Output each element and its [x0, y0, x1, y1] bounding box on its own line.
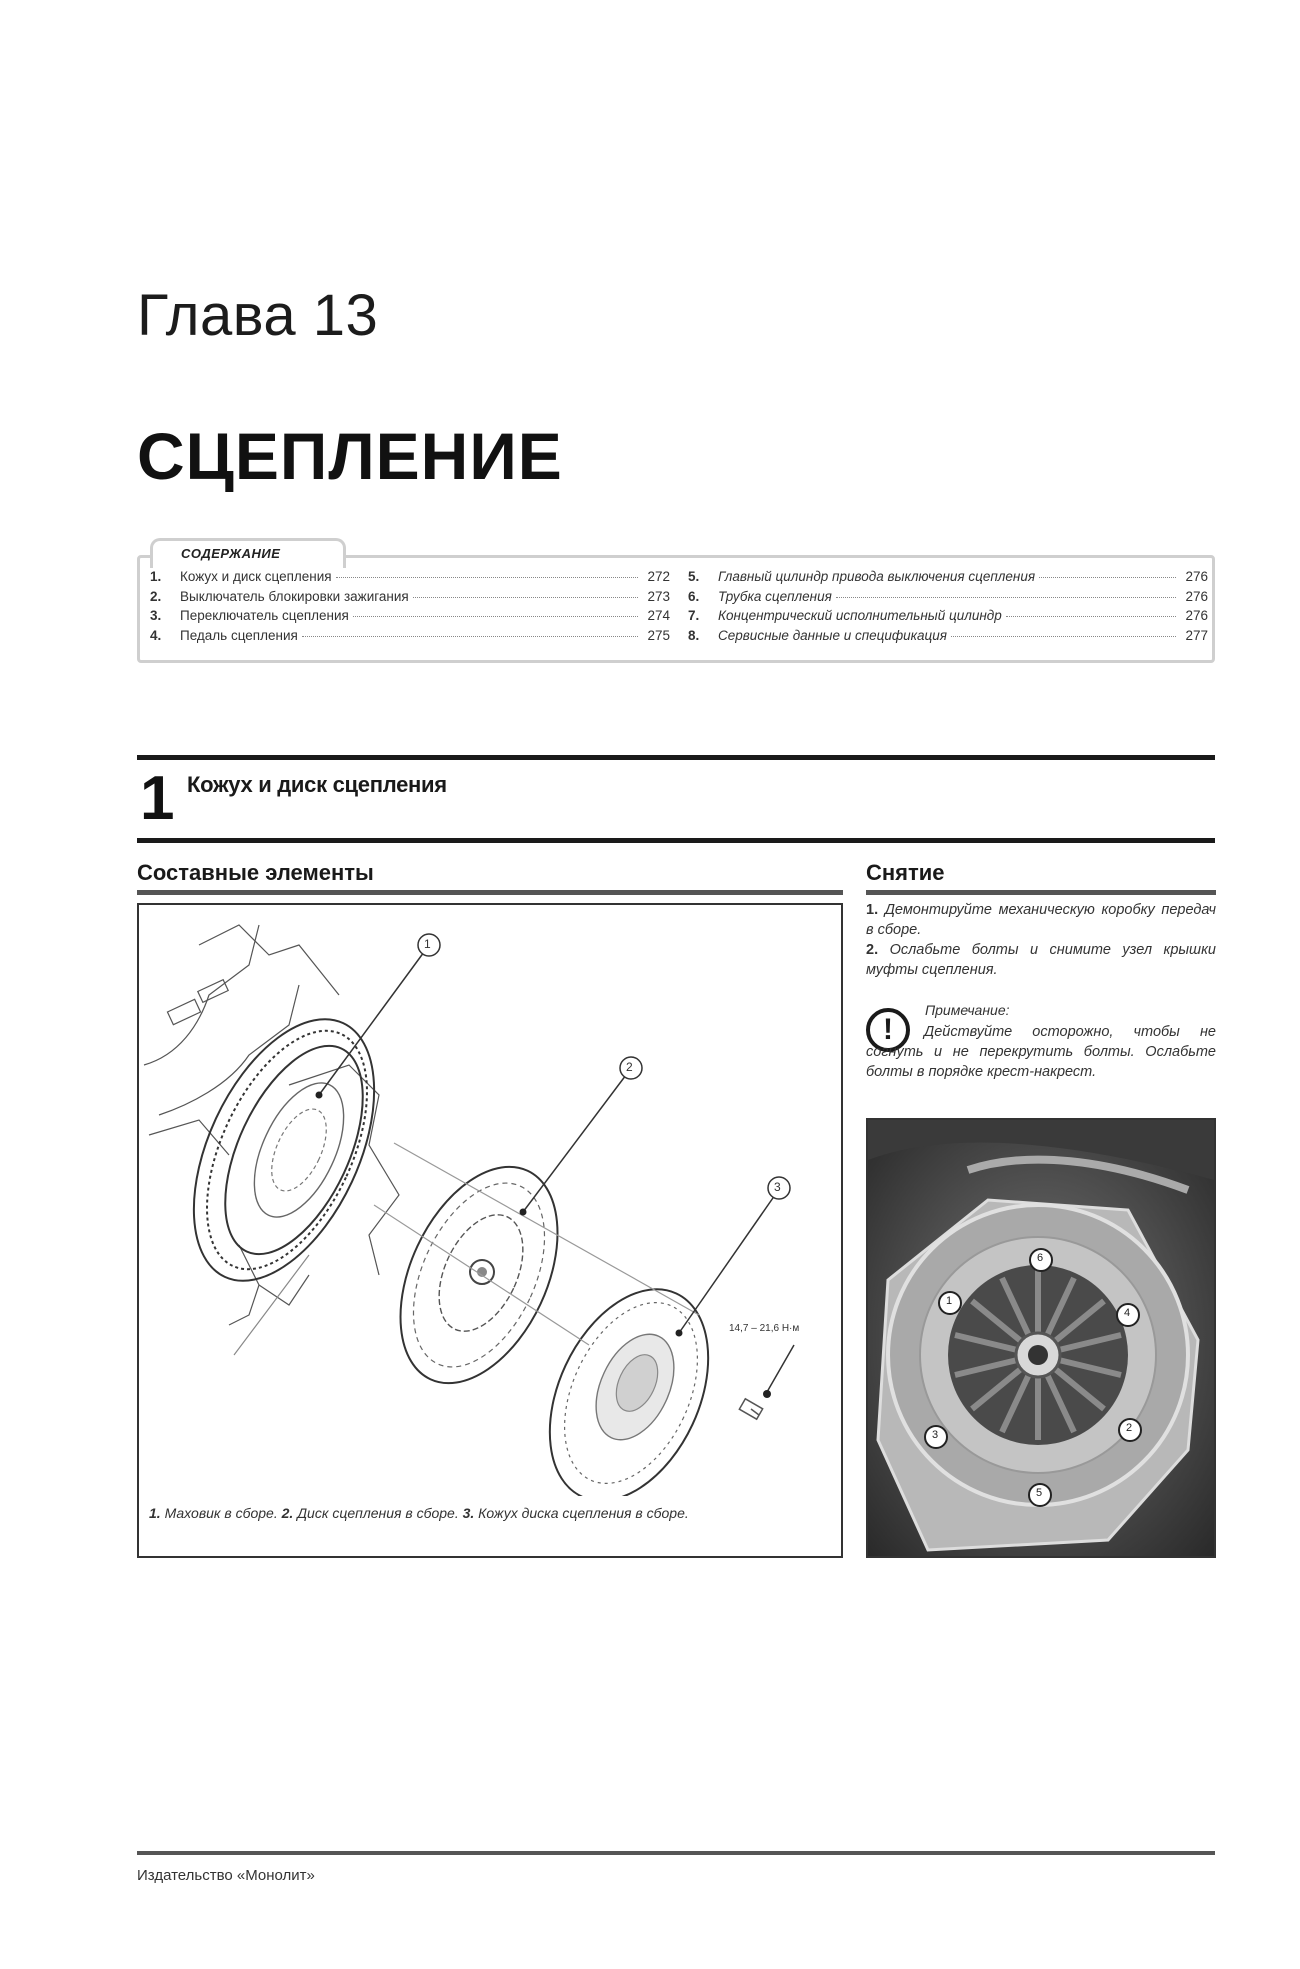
- section-rule-top: [137, 755, 1215, 760]
- toc-item-label: Главный цилиндр привода выключения сцепления: [718, 569, 1036, 584]
- toc-item-label: Трубка сцепления: [718, 588, 832, 604]
- removal-heading-rule: [866, 890, 1216, 895]
- pressure-plate-photo: [866, 1118, 1216, 1558]
- removal-heading: Снятие: [866, 860, 945, 885]
- torque-label: 14,7 – 21,6 Н·м: [729, 1323, 800, 1334]
- toc-item-label: Педаль сцепления: [180, 627, 298, 643]
- toc-item-label: Сервисные данные и спецификация: [718, 627, 947, 643]
- bolt-label-5: 5: [1036, 1487, 1043, 1499]
- components-heading-rule: [137, 890, 843, 895]
- toc-item[interactable]: 4. Педаль сцепления 275: [150, 626, 670, 646]
- toc-page-number: 273: [647, 588, 670, 604]
- exploded-diagram: [137, 903, 843, 1498]
- toc-leader-dots: [336, 577, 638, 578]
- toc-right-column: [688, 567, 1208, 645]
- toc-item-label: Переключатель сцепления: [180, 608, 349, 623]
- toc-page-number: 276: [1185, 569, 1208, 584]
- toc-heading: СОДЕРЖАНИЕ: [181, 546, 281, 561]
- toc-leader-dots: [1006, 616, 1176, 617]
- toc-leader-dots: [1039, 577, 1176, 578]
- bolt-label-6: 6: [1037, 1252, 1044, 1264]
- toc-item[interactable]: 3. Переключатель сцепления 274: [150, 606, 670, 626]
- removal-step: 2. Ослабьте болты и снимите узел крышки муфты сцепления.: [866, 942, 1216, 978]
- toc-leader-dots: [413, 597, 638, 598]
- bolt-label-3: 3: [932, 1429, 939, 1441]
- toc-heading-tab: [150, 538, 346, 568]
- components-heading: Составные элементы: [137, 860, 374, 885]
- clutch-exploded-drawing: [139, 905, 841, 1496]
- toc-item[interactable]: 5. Главный цилиндр привода выключения сцепления 276: [688, 567, 1208, 587]
- note-heading: Примечание:: [925, 1002, 1010, 1018]
- toc-item[interactable]: 6. Трубка сцепления 276: [688, 587, 1208, 607]
- toc-page-number: 277: [1185, 627, 1208, 643]
- toc-leader-dots: [353, 616, 638, 617]
- toc-leader-dots: [951, 636, 1176, 637]
- bolt-label-4: 4: [1124, 1307, 1131, 1319]
- toc-page-number: 276: [1185, 608, 1208, 623]
- toc-page-number: 274: [647, 608, 670, 623]
- footer-rule: [137, 1851, 1215, 1855]
- toc-leader-dots: [302, 636, 638, 637]
- toc-item-label: Выключатель блокировки зажигания: [180, 588, 409, 604]
- toc-page-number: 276: [1185, 588, 1208, 604]
- toc-item[interactable]: 1. Кожух и диск сцепления 272: [150, 567, 670, 587]
- toc-item[interactable]: 2. Выключатель блокировки зажигания 273: [150, 587, 670, 607]
- toc-item[interactable]: 8. Сервисные данные и спецификация 277: [688, 626, 1208, 646]
- toc-item[interactable]: 7. Концентрический исполнительный цилиндр 276: [688, 606, 1208, 626]
- toc-page-number: 275: [647, 627, 670, 643]
- chapter-title: СЦЕПЛЕНИЕ: [137, 419, 563, 493]
- removal-steps: [866, 900, 1216, 980]
- toc-item-label: Концентрический исполнительный цилиндр: [718, 608, 1002, 623]
- callout-2: 2: [626, 1060, 633, 1074]
- callout-1: 1: [424, 937, 431, 951]
- removal-step: 1. Демонтируйте механическую коробку передач в сборе.: [866, 902, 1216, 938]
- toc-left-column: [150, 567, 670, 645]
- toc-leader-dots: [836, 597, 1176, 598]
- figure-caption-box: [137, 1496, 843, 1558]
- toc-page-number: 272: [647, 569, 670, 584]
- section-title: Кожух и диск сцепления: [187, 772, 447, 797]
- footer-publisher: Издательство «Монолит»: [137, 1867, 315, 1884]
- toc-item-label: Кожух и диск сцепления: [180, 569, 332, 584]
- section-number: 1: [140, 764, 175, 833]
- note-text: Действуйте осторожно, чтобы не согнуть и не перекрутить болты. Ослабьте болты в порядке крест-накрест.: [866, 1024, 1216, 1080]
- section-rule-bottom: [137, 838, 1215, 843]
- figure-caption: 1. Маховик в сборе. 2. Диск сцепления в сборе. 3. Кожух диска сцепления в сборе.: [149, 1505, 689, 1521]
- exclamation-circle-icon: !: [866, 1008, 910, 1052]
- callout-3: 3: [774, 1180, 781, 1194]
- bolt-label-1: 1: [946, 1295, 953, 1307]
- bolt-label-2: 2: [1126, 1422, 1133, 1434]
- chapter-label: Глава 13: [137, 283, 379, 348]
